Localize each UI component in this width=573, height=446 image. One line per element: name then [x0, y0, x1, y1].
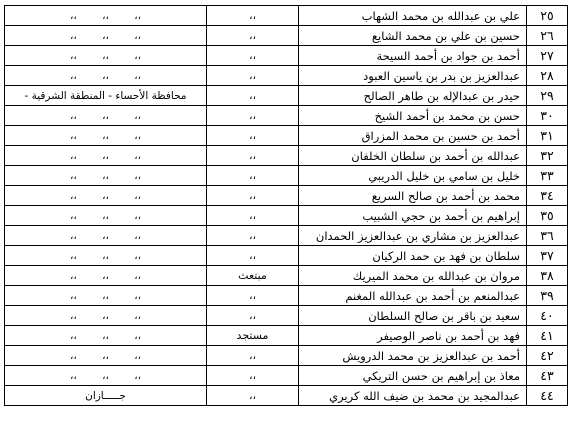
names-table — [4, 5, 568, 406]
row-number: ٢٦ — [527, 26, 568, 46]
region-cell: ،، ،، ،، — [5, 326, 207, 346]
table-row — [5, 366, 568, 386]
status-cell: ،، — [207, 346, 299, 366]
table-row — [5, 86, 568, 106]
region-cell: ،، ،، ،، — [5, 226, 207, 246]
row-number: ٣٤ — [527, 186, 568, 206]
table-row — [5, 326, 568, 346]
region-cell: ،، ،، ،، — [5, 46, 207, 66]
row-number: ٤١ — [527, 326, 568, 346]
status-cell: ،، — [207, 146, 299, 166]
region-cell: ،، ،، ،، — [5, 126, 207, 146]
region-cell: ،، ،، ،، — [5, 166, 207, 186]
person-name: محمد بن أحمد بن صالح السريع — [299, 186, 527, 206]
region-cell: ،، ،، ،، — [5, 106, 207, 126]
row-number: ٣٧ — [527, 246, 568, 266]
person-name: عبدالعزيز بن مشاري بن عبدالعزيز الحمدان — [299, 226, 527, 246]
table-body — [5, 6, 568, 406]
status-cell: ،، — [207, 186, 299, 206]
status-cell: ،، — [207, 26, 299, 46]
region-cell: ،، ،، ،، — [5, 66, 207, 86]
row-number: ٤٣ — [527, 366, 568, 386]
person-name: مروان بن عبدالله بن محمد الميريك — [299, 266, 527, 286]
status-cell: ،، — [207, 46, 299, 66]
person-name: علي بن عبدالله بن محمد الشهاب — [299, 6, 527, 26]
row-number: ٢٧ — [527, 46, 568, 66]
region-cell: جـــــازان — [5, 386, 207, 406]
table-row — [5, 66, 568, 86]
status-cell: ،، — [207, 226, 299, 246]
region-cell: ،، ،، ،، — [5, 306, 207, 326]
region-cell: ،، ،، ،، — [5, 266, 207, 286]
region-cell: ،، ،، ،، — [5, 346, 207, 366]
row-number: ٣٠ — [527, 106, 568, 126]
person-name: حيدر بن عبدالإله بن طاهر الصالح — [299, 86, 527, 106]
person-name: معاذ بن إبراهيم بن حسن التريكي — [299, 366, 527, 386]
table-row — [5, 46, 568, 66]
status-cell: ،، — [207, 246, 299, 266]
row-number: ٣٣ — [527, 166, 568, 186]
region-cell: ،، ،، ،، — [5, 6, 207, 26]
person-name: سلطان بن فهد بن حمد الركيان — [299, 246, 527, 266]
person-name: أحمد بن عبدالعزيز بن محمد الدرويش — [299, 346, 527, 366]
table-row — [5, 166, 568, 186]
row-number: ٣٩ — [527, 286, 568, 306]
status-cell: ،، — [207, 86, 299, 106]
table-row — [5, 386, 568, 406]
person-name: خليل بن سامي بن خليل الدريبي — [299, 166, 527, 186]
region-cell: ،، ،، ،، — [5, 146, 207, 166]
status-cell: ،، — [207, 306, 299, 326]
row-number: ٢٥ — [527, 6, 568, 26]
person-name: عبدالمنعم بن أحمد بن عبدالله المغنم — [299, 286, 527, 306]
row-number: ٤٠ — [527, 306, 568, 326]
person-name: عبدالله بن أحمد بن سلطان الخلفان — [299, 146, 527, 166]
table-row — [5, 246, 568, 266]
status-cell: ،، — [207, 166, 299, 186]
person-name: حسن بن محمد بن أحمد الشيخ — [299, 106, 527, 126]
table-row — [5, 286, 568, 306]
region-cell: ،، ،، ،، — [5, 246, 207, 266]
region-cell: ،، ،، ،، — [5, 286, 207, 306]
person-name: عبدالمجيد بن محمد بن ضيف الله كريري — [299, 386, 527, 406]
row-number: ٤٢ — [527, 346, 568, 366]
table-row — [5, 126, 568, 146]
table-row — [5, 186, 568, 206]
table-row — [5, 266, 568, 286]
region-cell: ،، ،، ،، — [5, 206, 207, 226]
status-cell: ،، — [207, 6, 299, 26]
table-row — [5, 106, 568, 126]
status-cell: ،، — [207, 286, 299, 306]
table-row — [5, 26, 568, 46]
region-cell: ،، ،، ،، — [5, 26, 207, 46]
person-name: حسين بن علي بن محمد الشايع — [299, 26, 527, 46]
row-number: ٤٤ — [527, 386, 568, 406]
region-cell: ،، ،، ،، — [5, 186, 207, 206]
region-cell: محافظة الأحساء - المنطقة الشرقية - — [5, 86, 207, 106]
region-cell: ،، ،، ،، — [5, 366, 207, 386]
status-cell: ،، — [207, 106, 299, 126]
status-cell: ،، — [207, 66, 299, 86]
table-row — [5, 206, 568, 226]
row-number: ٣٨ — [527, 266, 568, 286]
table-row — [5, 306, 568, 326]
person-name: فهد بن أحمد بن ناصر الوصيفر — [299, 326, 527, 346]
row-number: ٢٨ — [527, 66, 568, 86]
status-cell: ،، — [207, 206, 299, 226]
person-name: سعيد بن باقر بن صالح السلطان — [299, 306, 527, 326]
row-number: ٣٦ — [527, 226, 568, 246]
row-number: ٣١ — [527, 126, 568, 146]
status-cell: ،، — [207, 366, 299, 386]
status-cell: مبتعث — [207, 266, 299, 286]
table-row — [5, 6, 568, 26]
status-cell: مستجد — [207, 326, 299, 346]
row-number: ٢٩ — [527, 86, 568, 106]
table-row — [5, 346, 568, 366]
row-number: ٣٢ — [527, 146, 568, 166]
names-table-container — [4, 5, 567, 406]
person-name: إبراهيم بن أحمد بن حجي الشبيب — [299, 206, 527, 226]
status-cell: ،، — [207, 386, 299, 406]
person-name: عبدالعزيز بن بدر بن ياسين العبود — [299, 66, 527, 86]
table-row — [5, 226, 568, 246]
status-cell: ،، — [207, 126, 299, 146]
person-name: أحمد بن حسين بن محمد المزراق — [299, 126, 527, 146]
person-name: أحمد بن جواد بن أحمد السيحة — [299, 46, 527, 66]
table-row — [5, 146, 568, 166]
row-number: ٣٥ — [527, 206, 568, 226]
